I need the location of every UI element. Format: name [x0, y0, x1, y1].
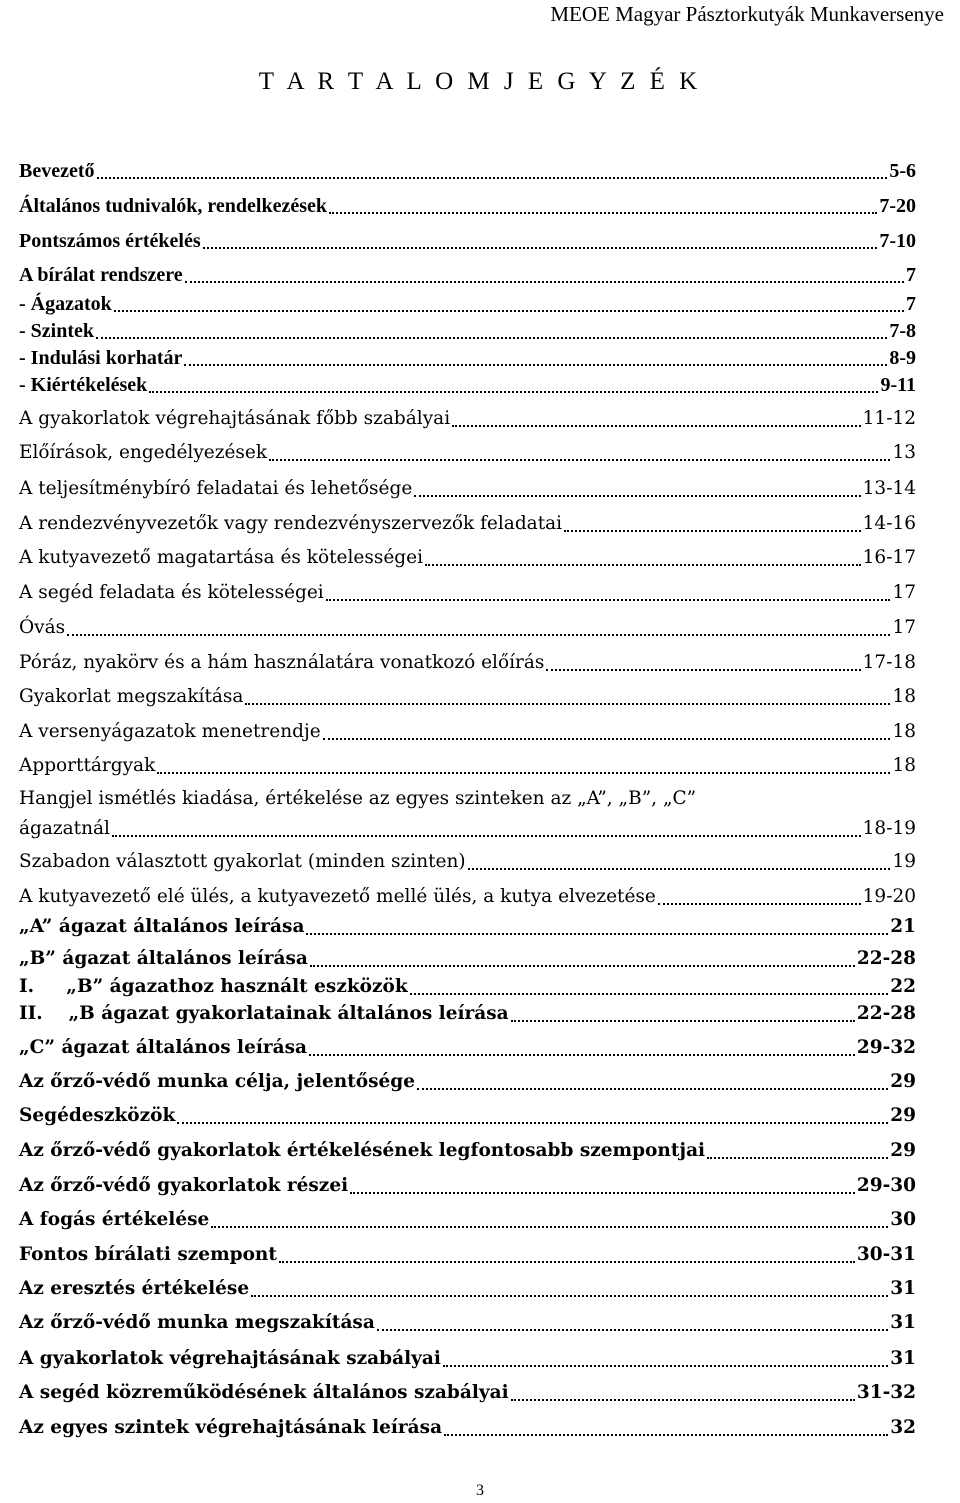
- toc-entry-title: A segéd feladata és kötelességei: [19, 582, 324, 603]
- toc-entry-page: 17: [892, 582, 916, 603]
- toc-entry-title: Hangjel ismétlés kiadása, értékelése az egyes szinteken az „A”, „B”, „C”: [19, 788, 697, 809]
- toc-entry-title: A gyakorlatok végrehajtásának szabályai: [19, 1348, 441, 1369]
- toc-entry: [19, 1207, 916, 1233]
- toc-entry-title: Pontszámos értékelés: [19, 230, 201, 252]
- toc-entry-title: A kutyavezető elé ülés, a kutyavezető mellé ülés, a kutya elvezetése: [19, 886, 656, 907]
- toc-entry: [19, 914, 916, 940]
- toc-entry-title: A kutyavezető magatartása és kötelességei: [19, 547, 424, 568]
- page-number: 3: [476, 1482, 484, 1499]
- dot-leader: [410, 993, 889, 995]
- toc-entry-title: A versenyágazatok menetrendje: [19, 721, 321, 742]
- toc-entry-title: Az őrző-védő gyakorlatok részei: [19, 1175, 349, 1196]
- toc-entry: [19, 345, 916, 371]
- dot-leader: [417, 1088, 888, 1090]
- toc-entry: [19, 650, 916, 676]
- toc-entry-title: Az eresztés értékelése: [19, 1278, 250, 1299]
- toc-entry-page: 7: [906, 264, 916, 286]
- toc-entry: [19, 580, 916, 606]
- toc-entry-page: 31: [890, 1348, 916, 1369]
- toc-entry: [19, 193, 916, 219]
- toc-entry-page: 11-12: [862, 408, 916, 429]
- toc-entry-page: 30: [890, 1209, 916, 1230]
- toc-entry-title: - Szintek: [19, 320, 94, 342]
- toc-entry-page: 32: [890, 1417, 916, 1438]
- toc-entry-page: 16-17: [862, 547, 916, 568]
- toc-entry-page: 14-16: [862, 513, 916, 534]
- toc-entry-page: 31: [890, 1312, 916, 1333]
- toc-entry-page: 7-8: [889, 320, 916, 342]
- toc-entry-page: 9-11: [880, 374, 916, 396]
- toc-entry-title: Segédeszközök: [19, 1105, 176, 1126]
- toc-entry-title: A rendezvényvezetők vagy rendezvényszervezők feladatai: [19, 513, 563, 534]
- toc-entry-title: Óvás: [19, 617, 66, 638]
- toc-entry-page: 22-28: [856, 1003, 916, 1024]
- dot-leader: [546, 669, 860, 671]
- toc-entry: [19, 719, 916, 745]
- toc-entry-page: 5-6: [889, 160, 916, 182]
- toc-entry-page: 13-14: [862, 478, 916, 499]
- dot-leader: [67, 634, 890, 636]
- toc-entry-title: A fogás értékelése: [19, 1209, 210, 1230]
- dot-leader: [658, 903, 861, 905]
- toc-entry-page: 18-19: [862, 818, 916, 839]
- dot-leader: [323, 738, 891, 740]
- toc-entry-title: Általános tudnivalók, rendelkezések: [19, 195, 327, 217]
- toc-entry-title: Előírások, engedélyezések: [19, 442, 268, 463]
- toc-entry-page: 7-20: [879, 195, 916, 217]
- toc-entry: [19, 1103, 916, 1129]
- toc-entry-title: Szabadon választott gyakorlat (minden szinten): [19, 851, 466, 872]
- toc-entry: [19, 849, 916, 875]
- toc-entry: [19, 1173, 916, 1199]
- toc-entry-title: „C” ágazat általános leírása: [19, 1037, 308, 1058]
- dot-leader: [444, 1434, 888, 1436]
- dot-leader: [112, 835, 861, 837]
- dot-leader: [269, 459, 890, 461]
- toc-entry-title: - Kiértékelések: [19, 374, 148, 396]
- toc-entry-page: 29-30: [856, 1175, 916, 1196]
- toc-entry: [19, 262, 916, 288]
- toc-entry: [19, 406, 916, 432]
- toc-entry-page: 7: [906, 293, 916, 315]
- toc-entry: [19, 1001, 916, 1027]
- dot-leader: [177, 1122, 888, 1124]
- toc-entry-page: 18: [892, 686, 916, 707]
- toc-entry: [19, 1380, 916, 1406]
- toc-entry-page: 29: [890, 1071, 916, 1092]
- toc-entry: [19, 1242, 916, 1268]
- dot-leader: [203, 247, 878, 249]
- toc-entry: [19, 1276, 916, 1302]
- toc-entry-page: 17: [892, 617, 916, 638]
- dot-leader: [326, 599, 891, 601]
- dot-leader: [149, 391, 878, 393]
- toc-entry-title: - Ágazatok: [19, 293, 112, 315]
- toc-entry: [19, 1346, 916, 1372]
- toc-entry-page: 22: [890, 976, 916, 997]
- toc-entry: [19, 816, 916, 842]
- toc-entry: [19, 1310, 916, 1336]
- toc-entry: [19, 1415, 916, 1441]
- dot-leader: [707, 1157, 888, 1159]
- dot-leader: [251, 1295, 888, 1297]
- toc-entry-title: Az őrző-védő munka megszakítása: [19, 1312, 375, 1333]
- toc-entry: [19, 476, 916, 502]
- toc-entry-page: 18: [892, 755, 916, 776]
- toc-entry: [19, 1069, 916, 1095]
- running-header: MEOE Magyar Pásztorkutyák Munkaversenye: [550, 2, 944, 26]
- toc-entry: [19, 228, 916, 254]
- dot-leader: [329, 212, 877, 214]
- dot-leader: [96, 337, 887, 339]
- toc-entry-title: ágazatnál: [19, 818, 110, 839]
- dot-leader: [157, 772, 890, 774]
- dot-leader: [306, 933, 888, 935]
- dot-leader: [468, 868, 891, 870]
- toc-entry: [19, 318, 916, 344]
- dot-leader: [310, 965, 855, 967]
- dot-leader: [114, 310, 904, 312]
- toc-entry-title: A teljesítménybíró feladatai és lehetősége: [19, 478, 413, 499]
- dot-leader: [377, 1329, 888, 1331]
- toc-entry-title: A segéd közreműködésének általános szabályai: [19, 1382, 509, 1403]
- toc-entry-page: 29-32: [856, 1037, 916, 1058]
- dot-leader: [414, 495, 860, 497]
- toc-entry-page: 19: [892, 851, 916, 872]
- toc-entry-page: 19-20: [862, 886, 916, 907]
- toc-entry: [19, 615, 916, 641]
- toc-entry: [19, 440, 916, 466]
- toc-entry-title: Fontos bírálati szempont: [19, 1244, 277, 1265]
- toc-entry: [19, 946, 916, 972]
- toc-entry-page: 8-9: [889, 347, 916, 369]
- dot-leader: [185, 281, 904, 283]
- toc-entry: [19, 158, 916, 184]
- toc-entry-page: 31-32: [856, 1382, 916, 1403]
- toc-entry-title: Az őrző-védő gyakorlatok értékelésének legfontosabb szempontjai: [19, 1140, 706, 1161]
- dot-leader: [452, 425, 861, 427]
- dot-leader: [211, 1226, 888, 1228]
- dot-leader: [511, 1020, 855, 1022]
- toc-entry: [19, 511, 916, 537]
- toc-title: T A R T A L O M J E G Y Z É K: [258, 68, 702, 95]
- toc-entry-page: 21: [890, 916, 916, 937]
- toc-entry-title: A gyakorlatok végrehajtásának főbb szabályai: [19, 408, 451, 429]
- toc-entry: [19, 884, 916, 910]
- toc-entry-title: II. „B ágazat gyakorlatainak általános leírása: [19, 1003, 509, 1024]
- toc-entry: [19, 1035, 916, 1061]
- toc-entry-page: 13: [892, 442, 916, 463]
- toc-entry-title: Az őrző-védő munka célja, jelentősége: [19, 1071, 415, 1092]
- dot-leader: [184, 364, 887, 366]
- toc-entry-title: Bevezető: [19, 160, 95, 182]
- dot-leader: [425, 564, 861, 566]
- toc-entry: [19, 753, 916, 779]
- toc-entry: [19, 684, 916, 710]
- toc-entry-page: 7-10: [879, 230, 916, 252]
- toc-entry-title: I. „B” ágazathoz használt eszközök: [19, 976, 408, 997]
- dot-leader: [245, 703, 890, 705]
- dot-leader: [564, 530, 861, 532]
- toc-entry-page: 29: [890, 1140, 916, 1161]
- dot-leader: [97, 177, 888, 179]
- dot-leader: [511, 1399, 855, 1401]
- toc-entry: [19, 291, 916, 317]
- toc-entry: [19, 372, 916, 398]
- toc-entry-title: Gyakorlat megszakítása: [19, 686, 244, 707]
- toc-entry-page: 31: [890, 1278, 916, 1299]
- dot-leader: [350, 1192, 855, 1194]
- toc-entry-title: A bírálat rendszere: [19, 264, 183, 286]
- toc-entry-page: 18: [892, 721, 916, 742]
- dot-leader: [309, 1054, 855, 1056]
- toc-entry: [19, 786, 916, 812]
- toc-entry-page: 29: [890, 1105, 916, 1126]
- toc-entry-title: „A” ágazat általános leírása: [19, 916, 305, 937]
- dot-leader: [443, 1365, 888, 1367]
- dot-leader: [279, 1261, 855, 1263]
- toc-entry-title: Póráz, nyakörv és a hám használatára vonatkozó előírás: [19, 652, 545, 673]
- toc-entry-title: Az egyes szintek végrehajtásának leírása: [19, 1417, 443, 1438]
- toc-entry-title: - Indulási korhatár: [19, 347, 183, 369]
- toc-entry-page: 22-28: [856, 948, 916, 969]
- toc-entry-page: 30-31: [856, 1244, 916, 1265]
- toc-entry: [19, 1138, 916, 1164]
- toc-entry-title: Apporttárgyak: [19, 755, 156, 776]
- toc-entry: [19, 974, 916, 1000]
- toc-entry: [19, 545, 916, 571]
- toc-entry-page: 17-18: [862, 652, 916, 673]
- toc-entry-title: „B” ágazat általános leírása: [19, 948, 308, 969]
